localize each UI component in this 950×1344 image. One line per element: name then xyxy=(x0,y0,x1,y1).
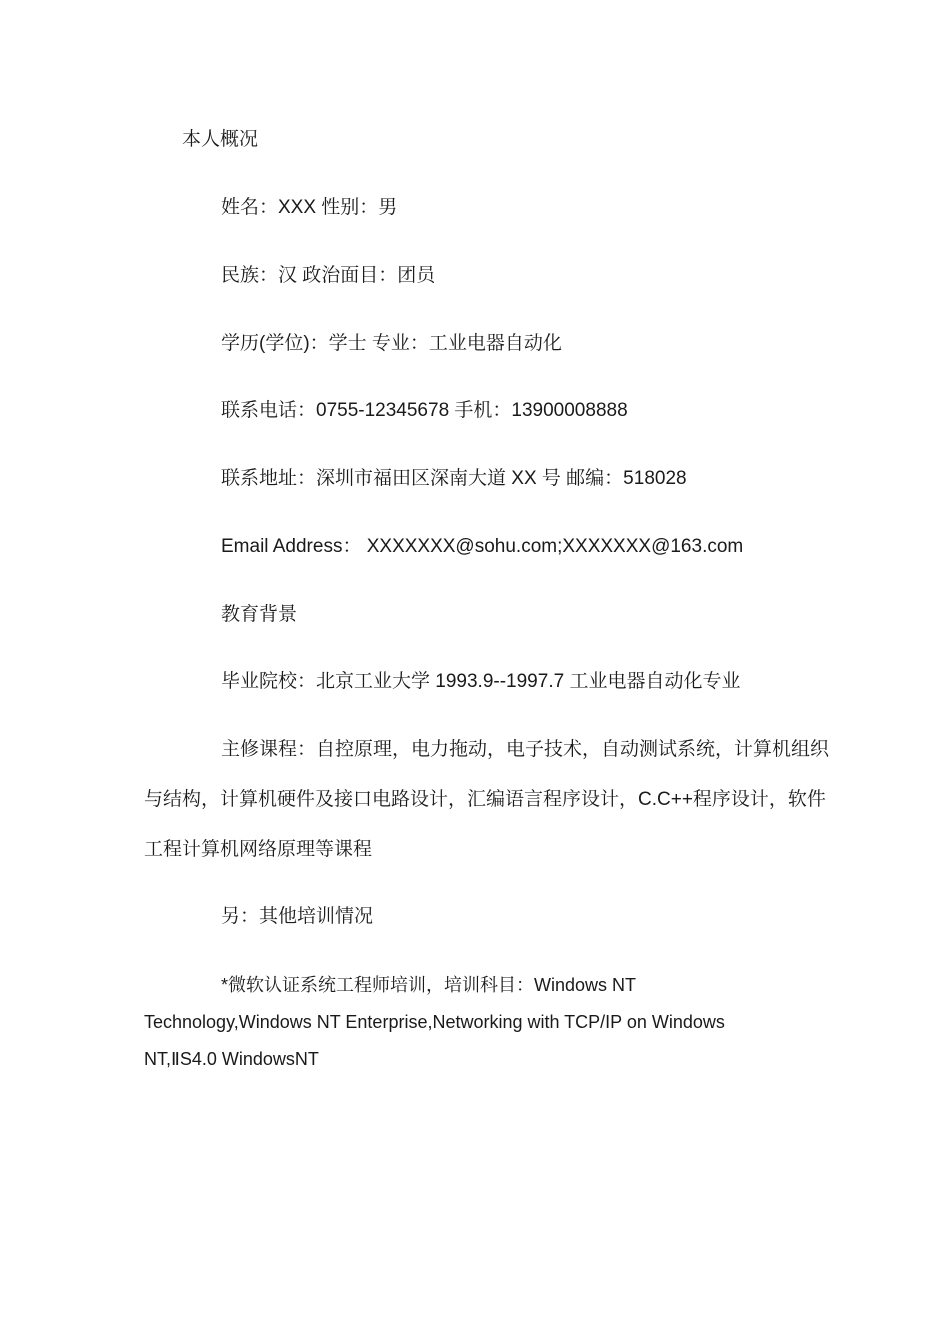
courses-line-2: 与结构，计算机硬件及接口电路设计，汇编语言程序设计，C.C++程序设计，软件 xyxy=(144,789,826,810)
courses-line-3: 工程计算机网络原理等课程 xyxy=(144,839,373,860)
name-gender-line: 姓名：XXX 性别：男 xyxy=(221,197,398,218)
other-training-heading: 另：其他培训情况 xyxy=(221,906,374,927)
training-line-2: Technology,Windows NT Enterprise,Networking with TCP/IP on Windows xyxy=(144,1012,725,1032)
training-line-1: *微软认证系统工程师培训，培训科目：Windows NT xyxy=(221,975,637,995)
school-line: 毕业院校：北京工业大学 1993.9--1997.7 工业电器自动化专业 xyxy=(221,671,741,692)
section-heading-personal: 本人概况 xyxy=(182,129,259,150)
address-line: 联系地址：深圳市福田区深南大道 XX 号 邮编：518028 xyxy=(221,468,687,489)
degree-major-line: 学历(学位)：学士 专业：工业电器自动化 xyxy=(221,333,562,354)
courses-line-1: 主修课程：自控原理，电力拖动，电子技术，自动测试系统，计算机组织 xyxy=(221,739,830,760)
email-line: Email Address： XXXXXXX@sohu.com;XXXXXXX@163.com xyxy=(221,536,744,557)
training-line-3: NT,ⅡS4.0 WindowsNT xyxy=(144,1049,319,1069)
section-heading-education: 教育背景 xyxy=(221,604,298,625)
ethnicity-politics-line: 民族：汉 政治面目：团员 xyxy=(221,265,436,286)
phone-line: 联系电话：0755-12345678 手机：13900008888 xyxy=(221,400,628,421)
